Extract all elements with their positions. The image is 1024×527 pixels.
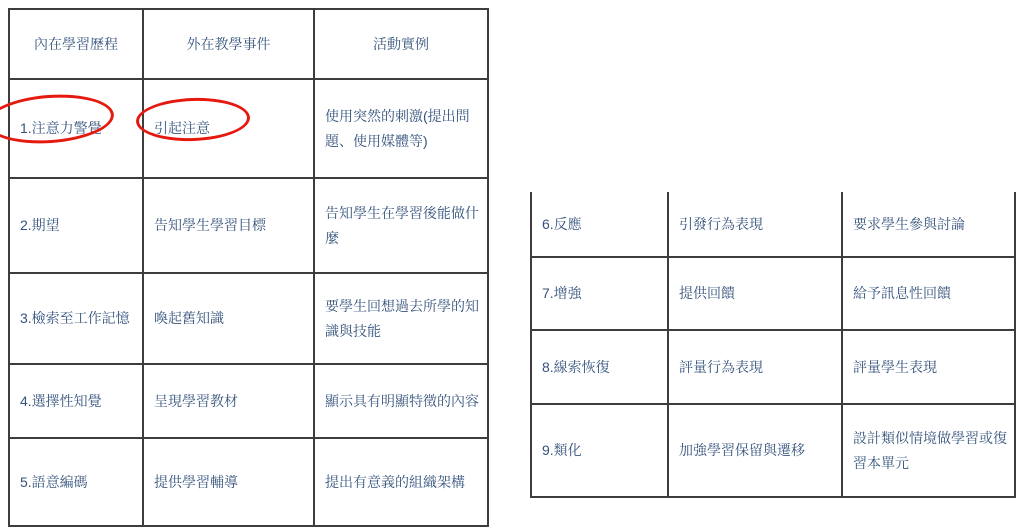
gagne-events-table-left: [8, 8, 489, 527]
table-row: [531, 257, 1015, 330]
column-header-activity-example: 活動實例: [314, 9, 488, 79]
table-row: [9, 364, 488, 438]
table-cell: 引發行為表現: [668, 192, 842, 257]
table-cell: 8.線索恢復: [531, 330, 668, 404]
gagne-events-table-right: [530, 192, 1016, 498]
column-header-external-event: 外在教學事件: [143, 9, 314, 79]
table-row: [9, 438, 488, 526]
table-cell: 顯示具有明顯特徵的內容: [314, 364, 488, 438]
table-row: [531, 404, 1015, 497]
table-cell: 7.增強: [531, 257, 668, 330]
table-cell: 提出有意義的組織架構: [314, 438, 488, 526]
table-cell: 要求學生參與討論: [842, 192, 1015, 257]
table-cell: 要學生回想過去所學的知識與技能: [314, 273, 488, 364]
table-cell: 4.選擇性知覺: [9, 364, 143, 438]
table-cell: 喚起舊知識: [143, 273, 314, 364]
table-row: [9, 178, 488, 273]
table-cell: 評量行為表現: [668, 330, 842, 404]
table-cell: 告知學生學習目標: [143, 178, 314, 273]
table-cell: 呈現學習教材: [143, 364, 314, 438]
table-cell: 提供回饋: [668, 257, 842, 330]
table-row: [531, 330, 1015, 404]
table-header-row: [9, 9, 488, 79]
table-row: [9, 273, 488, 364]
column-header-internal-process: 內在學習歷程: [9, 9, 143, 79]
table-cell: 告知學生在學習後能做什麼: [314, 178, 488, 273]
table-cell: 使用突然的刺激(提出問題、使用媒體等): [314, 79, 488, 178]
table-cell: 引起注意: [143, 79, 314, 178]
table-cell: 1.注意力警覺: [9, 79, 143, 178]
table-cell: 3.檢索至工作記憶: [9, 273, 143, 364]
table-row: [9, 79, 488, 178]
table-cell: 2.期望: [9, 178, 143, 273]
table-row: [531, 192, 1015, 257]
table-cell: 9.類化: [531, 404, 668, 497]
table-cell: 5.語意編碼: [9, 438, 143, 526]
table-cell: 提供學習輔導: [143, 438, 314, 526]
table-cell: 6.反應: [531, 192, 668, 257]
table-cell: 加強學習保留與遷移: [668, 404, 842, 497]
table-cell: 給予訊息性回饋: [842, 257, 1015, 330]
table-cell: 評量學生表現: [842, 330, 1015, 404]
table-cell: 設計類似情境做學習或復習本單元: [842, 404, 1015, 497]
